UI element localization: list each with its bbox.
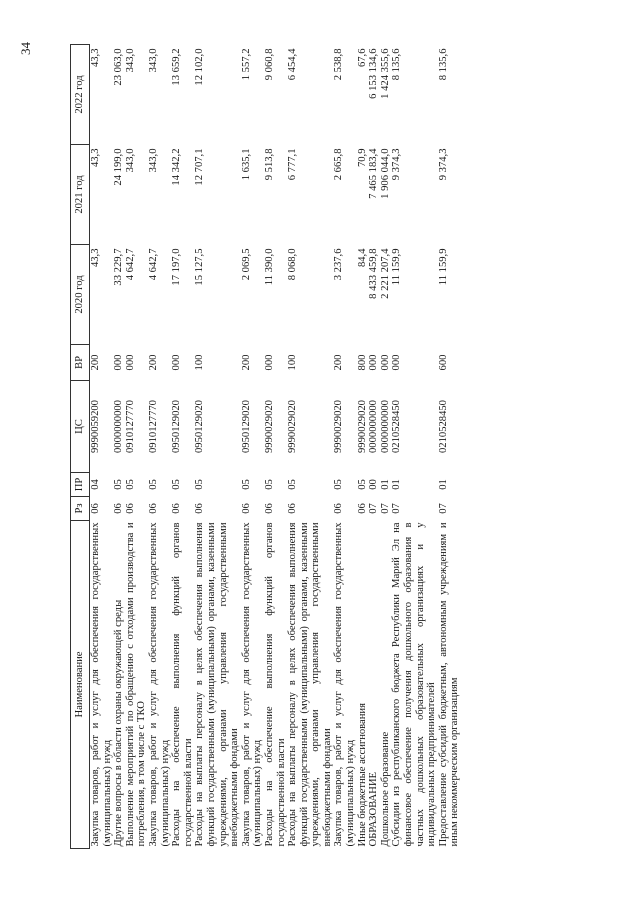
cell-pr: 05 [287, 479, 299, 490]
cell-vr: 000 [263, 354, 275, 371]
cell-2021: 2 665,8 [333, 148, 345, 181]
cell-2021: 7 465 183,4 [368, 148, 380, 199]
table-row [438, 45, 461, 849]
cell-cs: 9990029020 [333, 400, 345, 453]
cell-rz: 06 [124, 503, 136, 514]
table-row [287, 45, 333, 849]
cell-2022: 343,0 [147, 48, 159, 73]
table-header-row [71, 45, 90, 849]
cell-vr: 200 [333, 354, 345, 371]
cell-2020: 11 390,0 [263, 248, 275, 286]
cell-2022: 8 135,6 [391, 48, 403, 81]
cell-2021: 9 374,3 [391, 148, 403, 181]
cell-name: Закупка товаров, работ и услуг для обеспечения государственных (муниципальных) нужд [240, 522, 264, 847]
cell-2020: 3 237,6 [333, 248, 345, 281]
header-2020: 2020 год [71, 245, 90, 345]
cell-cs: 9990029020 [287, 400, 299, 453]
cell-pr: 05 [194, 479, 206, 490]
cell-pr: 05 [124, 479, 136, 490]
cell-2022: 8 135,6 [437, 48, 449, 81]
cell-vr: 200 [90, 354, 101, 371]
cell-name: Иные бюджетные ассигнования [356, 703, 368, 847]
cell-2022: 43,3 [90, 48, 101, 68]
cell-2022: 67,6 [356, 48, 368, 68]
table-row [368, 45, 380, 849]
table-row [264, 45, 287, 849]
cell-pr: 05 [240, 479, 252, 490]
cell-pr: 05 [356, 479, 368, 490]
table-row [380, 45, 392, 849]
cell-vr: 000 [391, 354, 403, 371]
cell-rz: 07 [379, 503, 391, 514]
cell-name: Расходы на обеспечение выполнения функций органов государственной власти [171, 522, 194, 847]
cell-name: Другие вопросы в области охраны окружающей среды [113, 599, 125, 847]
cell-cs: 0950129020 [240, 400, 252, 453]
cell-rz: 06 [287, 503, 299, 514]
cell-2020: 17 197,0 [171, 248, 183, 286]
cell-2021: 1 906 044,0 [379, 148, 391, 199]
cell-2021: 43,3 [90, 148, 101, 168]
table-row [333, 45, 356, 849]
cell-rz: 06 [194, 503, 206, 514]
cell-rz: 06 [333, 503, 345, 514]
table-row [113, 45, 125, 849]
cell-pr: 05 [263, 479, 275, 490]
cell-2020: 4 642,7 [124, 248, 136, 281]
cell-2020: 11 159,9 [391, 248, 403, 286]
cell-pr: 01 [437, 479, 449, 490]
table-row [90, 45, 114, 849]
cell-vr: 100 [287, 354, 299, 371]
cell-rz: 06 [171, 503, 183, 514]
cell-rz: 06 [113, 503, 125, 514]
cell-name: Закупка товаров, работ и услуг для обеспечения государственных (муниципальных) нужд [147, 522, 171, 847]
cell-name: Закупка товаров, работ и услуг для обеспечения государственных (муниципальных) нужд [90, 522, 113, 847]
cell-2022: 13 659,2 [171, 48, 183, 86]
cell-cs: 9990059200 [90, 400, 101, 453]
table-row [194, 45, 240, 849]
cell-pr: 05 [333, 479, 345, 490]
cell-2021: 70,9 [356, 148, 368, 168]
cell-name: Предоставление субсидий бюджетным, автономным учреждениям и иным некоммерческим организациям [437, 522, 461, 847]
cell-cs: 0210528450 [437, 400, 449, 453]
cell-vr: 000 [124, 354, 136, 371]
cell-cs: 0910127770 [147, 400, 159, 453]
cell-name: Расходы на выплаты персоналу в целях обеспечения выполнения функций государственными (муниципальными) органами, казенными учреждениями, органами управления государственными внебюджетными фондами [194, 522, 241, 847]
cell-rz: 06 [240, 503, 252, 514]
cell-rz: 06 [90, 503, 101, 514]
cell-2022: 1 424 355,6 [379, 48, 391, 99]
cell-2022: 2 538,8 [333, 48, 345, 81]
cell-2021: 6 777,1 [287, 148, 299, 181]
cell-cs: 9990029020 [263, 400, 275, 453]
header-vr: ВР [71, 345, 90, 381]
cell-2020: 4 642,7 [147, 248, 159, 281]
header-2022: 2022 год [71, 45, 90, 145]
cell-rz: 07 [437, 503, 449, 514]
cell-rz: 07 [368, 503, 380, 514]
cell-rz: 06 [147, 503, 159, 514]
cell-name: Дошкольное образование [379, 731, 391, 847]
cell-vr: 600 [437, 354, 449, 371]
cell-2022: 6 153 134,6 [368, 48, 380, 99]
cell-cs: 0000000000 [113, 400, 125, 453]
header-name: Наименование [71, 521, 90, 849]
table-row [357, 45, 369, 849]
cell-2020: 2 069,5 [240, 248, 252, 281]
cell-vr: 200 [240, 354, 252, 371]
cell-2022: 6 454,4 [287, 48, 299, 81]
cell-pr: 05 [147, 479, 159, 490]
cell-cs: 0950129020 [194, 400, 206, 453]
cell-2022: 23 063,0 [113, 48, 125, 86]
table-row [125, 45, 148, 849]
cell-name: ОБРАЗОВАНИЕ [368, 772, 380, 847]
cell-cs: 0910127770 [124, 400, 136, 453]
cell-vr: 000 [113, 354, 125, 371]
header-2021: 2021 год [71, 145, 90, 245]
cell-rz: 06 [263, 503, 275, 514]
cell-name: Выполнение мероприятий по обращению с отходами производства и потребления, в том числе с ТКО [124, 522, 148, 847]
cell-pr: 01 [391, 479, 403, 490]
cell-pr: 00 [368, 479, 380, 490]
cell-pr: 01 [379, 479, 391, 490]
cell-2020: 2 221 207,4 [379, 248, 391, 299]
cell-rz: 06 [356, 503, 368, 514]
cell-2020: 33 229,7 [113, 248, 125, 286]
cell-2021: 24 199,0 [113, 148, 125, 186]
cell-2021: 1 635,1 [240, 148, 252, 181]
table-row [148, 45, 171, 849]
cell-2021: 343,0 [147, 148, 159, 173]
cell-2022: 343,0 [124, 48, 136, 73]
cell-name: Закупка товаров, работ и услуг для обеспечения государственных (муниципальных) нужд [333, 522, 357, 847]
cell-2021: 343,0 [124, 148, 136, 173]
cell-vr: 000 [171, 354, 183, 371]
cell-cs: 0000000000 [368, 400, 380, 453]
cell-2020: 15 127,5 [194, 248, 206, 286]
cell-name: Субсидии из республиканского бюджета Республики Марий Эл на финансовое обеспечение получения дошкольного образования в частных дошкольных образовательных организациях и у индивидуальных предпринимателей [391, 522, 438, 847]
table-row [171, 45, 194, 849]
cell-cs: 0210528450 [391, 400, 403, 453]
cell-2020: 8 068,0 [287, 248, 299, 281]
cell-pr: 04 [90, 479, 101, 490]
cell-vr: 000 [368, 354, 380, 371]
cell-2021: 9 513,8 [263, 148, 275, 181]
cell-vr: 000 [379, 354, 391, 371]
cell-2021: 9 374,3 [437, 148, 449, 181]
cell-vr: 200 [147, 354, 159, 371]
table-row [391, 45, 437, 849]
cell-cs: 0000000000 [379, 400, 391, 453]
cell-2022: 9 060,8 [263, 48, 275, 81]
cell-name: Расходы на обеспечение выполнения функций органов государственной власти [263, 522, 287, 847]
cell-2022: 1 557,2 [240, 48, 252, 81]
header-rz: Рз [71, 497, 90, 521]
header-cs: ЦС [71, 381, 90, 473]
table-row [241, 45, 264, 849]
budget-table [70, 44, 461, 849]
cell-2021: 14 342,2 [171, 148, 183, 186]
cell-2021: 12 707,1 [194, 148, 206, 186]
cell-pr: 05 [113, 479, 125, 490]
cell-rz: 07 [391, 503, 403, 514]
cell-2020: 43,3 [90, 248, 101, 268]
cell-2020: 84,4 [356, 248, 368, 268]
cell-2020: 8 433 459,8 [368, 248, 380, 299]
cell-vr: 100 [194, 354, 206, 371]
page-number: 34 [18, 42, 33, 55]
cell-2020: 11 159,9 [437, 248, 449, 286]
cell-2022: 12 102,0 [194, 48, 206, 86]
cell-name: Расходы на выплаты персоналу в целях обеспечения выполнения функций государственными (муниципальными) органами, казенными учреждениями, органами управления государственными внебюджетными фондами [287, 522, 333, 847]
cell-vr: 800 [356, 354, 368, 371]
cell-cs: 9990029020 [356, 400, 368, 453]
header-pr: ПР [71, 473, 90, 497]
cell-pr: 05 [171, 479, 183, 490]
cell-cs: 0950129020 [171, 400, 183, 453]
